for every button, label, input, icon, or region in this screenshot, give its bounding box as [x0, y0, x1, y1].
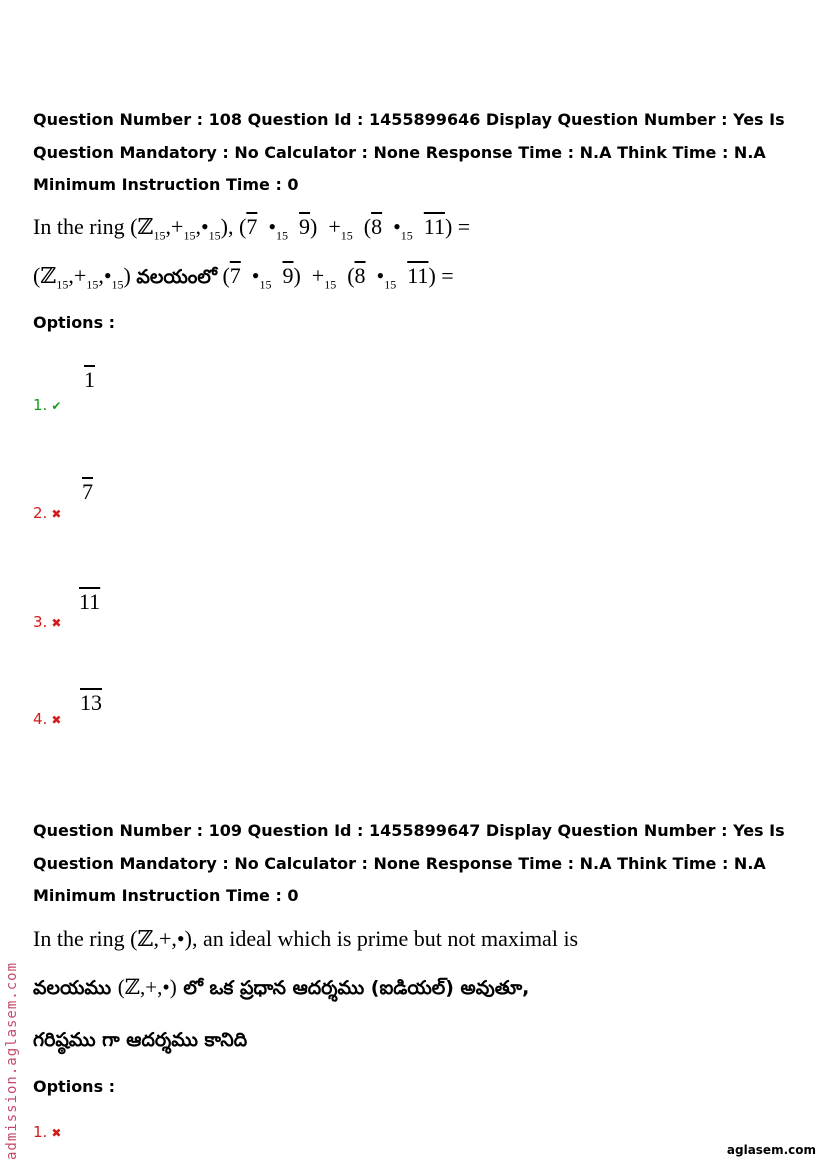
- option-1[interactable]: 1. ✖: [33, 1123, 62, 1141]
- options-label: Options :: [33, 313, 116, 332]
- option-1[interactable]: 1. ✔: [33, 396, 62, 414]
- check-icon: ✔: [51, 399, 62, 413]
- footer-brand: aglasem.com: [726, 1143, 816, 1157]
- cross-icon: ✖: [51, 713, 62, 727]
- question-108-telugu-word: వలయంలో: [136, 266, 217, 288]
- options-label: Options :: [33, 1077, 116, 1096]
- question-108-english: In the ring $(ℤ_{15},+_{15},•_{15})$, (7 $•_{15}$ $9) +_{15}$ (8 $•_{15}$ 11) =: [33, 214, 471, 243]
- cross-icon: ✖: [51, 616, 62, 630]
- cross-icon: ✖: [51, 1126, 62, 1140]
- question-108-prefix: In the ring: [33, 214, 125, 239]
- question-109-telugu-line2: గరిష్ఠము గా ఆదర్శము కానిది: [33, 1029, 248, 1051]
- option-4[interactable]: 4. ✖: [33, 710, 62, 728]
- option-2[interactable]: 2. ✖: [33, 504, 62, 522]
- question-109-meta: Question Number : 109 Question Id : 1455899647 Display Question Number : Yes Is Question Mandatory : No Calculator : None Response Time : N.A Think Time : N.A Minimum Instruction Time : 0: [33, 821, 785, 905]
- question-109-english: In the ring (ℤ,+,•), an ideal which is prime but not maximal is: [33, 926, 579, 951]
- watermark: admission.aglasem.com: [4, 961, 20, 1160]
- option-4-value: 13: [80, 690, 102, 715]
- option-1-value: 1: [84, 367, 95, 392]
- question-109-telugu-line1: వలయము (ℤ,+,•) లో ఒక ప్రధాన ఆదర్శము (ఐడియల్) అవుతూ,: [33, 975, 530, 999]
- cross-icon: ✖: [51, 507, 62, 521]
- option-3[interactable]: 3. ✖: [33, 613, 62, 631]
- option-3-value: 11: [79, 589, 101, 614]
- question-108-meta: Question Number : 108 Question Id : 1455899646 Display Question Number : Yes Is Question Mandatory : No Calculator : None Response Time : N.A Think Time : N.A Minimum Instruction Time : 0: [33, 110, 785, 194]
- option-2-value: 7: [82, 479, 93, 504]
- question-108-telugu: $(ℤ_{15},+_{15},•_{15})$ వలయంలో (7 $•_{15}$ $9) +_{15}$ (8 $•_{15}$ 11) =: [33, 263, 454, 292]
